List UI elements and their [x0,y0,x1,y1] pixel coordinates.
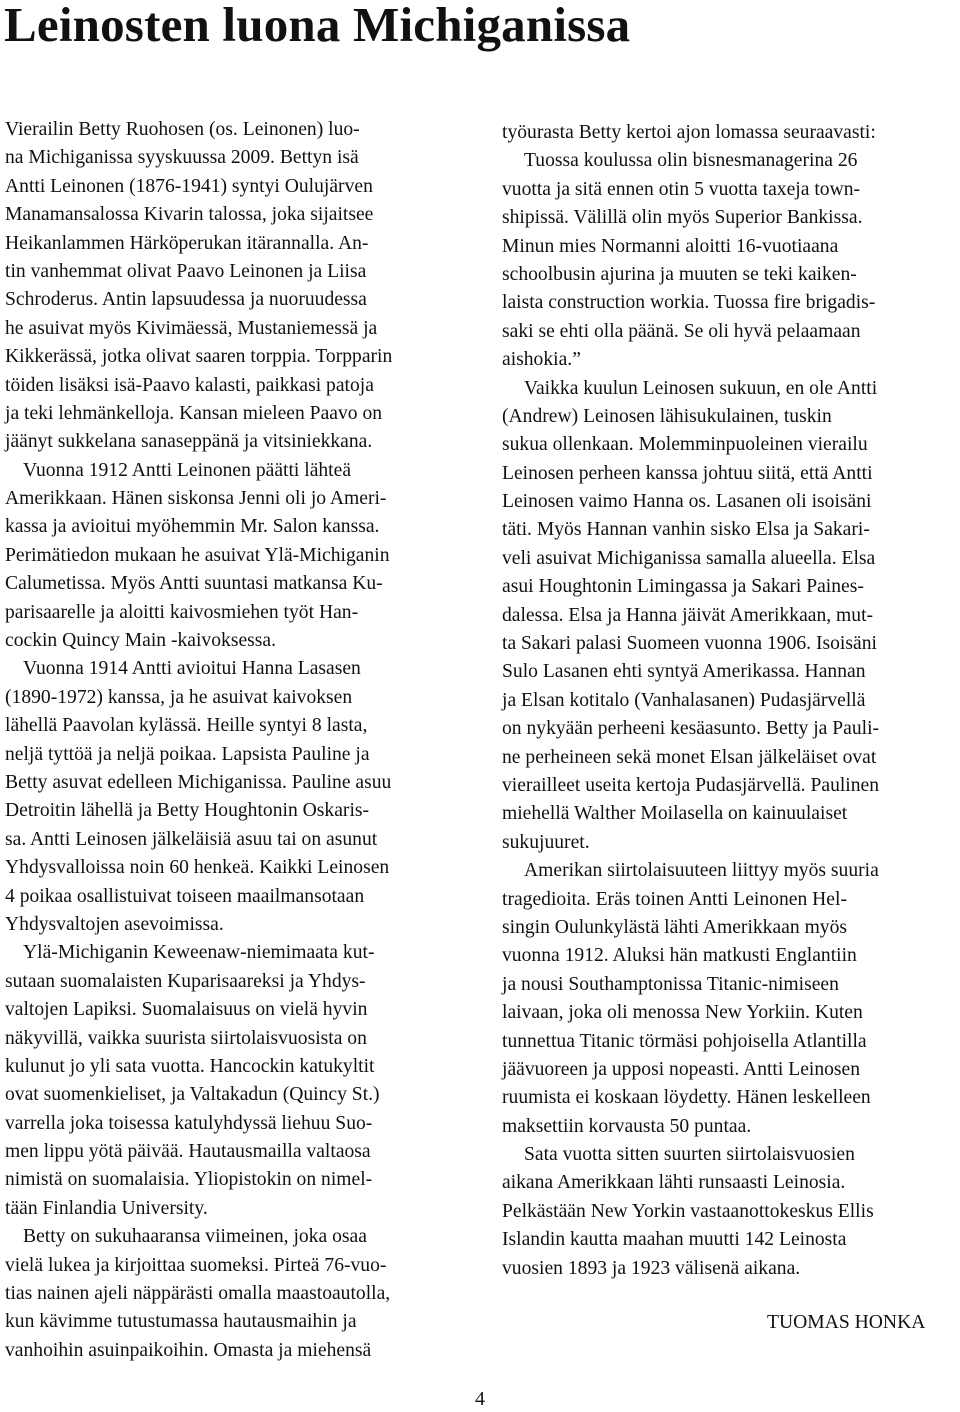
text-line: täti. Myös Hannan vanhin sisko Elsa ja Sakari- [502,519,870,541]
author-signature: TUOMAS HONKA [767,1312,926,1333]
text-line: sutaan suomalaisten Kuparisaareksi ja Yhdys- [5,970,366,992]
text-line: Calumetissa. Myös Antti suuntasi matkansa Ku- [5,573,383,595]
text-line: veli asuivat Michiganissa samalla alueella. Elsa [502,547,876,569]
text-line: Sulo Lasanen ehti syntyä Amerikassa. Hannan [502,661,866,683]
text-line: kun kävimme tutustumassa hautausmaihin ja [5,1311,357,1333]
text-line: töiden lisäksi isä-Paavo kalasti, paikkasi patoja [5,374,374,396]
text-line: Ylä-Michiganin Keweenaw-niemimaata kut- [23,942,375,964]
text-line: dalessa. Elsa ja Hanna jäivät Amerikkaan, mut- [502,604,874,626]
text-line: vanhoihin asuinpaikoihin. Omasta ja miehensä [5,1339,372,1361]
text-line: aikana Amerikkaan lähti runsaasti Leinosia. [502,1172,846,1194]
text-line: varrella joka toisessa katulyhdyssä liehuu Suo- [5,1112,373,1134]
text-line: tin vanhemmat olivat Paavo Leinonen ja Liisa [5,260,367,282]
text-line: Perimätiedon mukaan he asuivat Ylä-Michiganin [5,544,390,566]
text-line: Pelkästään New Yorkin vastaanottokeskus Ellis [502,1200,874,1222]
text-line: tias nainen ajeli näppärästi omalla maastoautolla, [5,1283,391,1305]
text-line: saki se ehti olla päänä. Se oli hyvä pelaamaan [502,320,861,342]
text-line: vuosien 1893 ja 1923 välisenä aikana. [502,1257,801,1279]
text-line: Heikanlammen Härköperukan itärannalla. An- [5,232,369,254]
text-line: miehellä Walther Moilasella on kainuulaiset [502,803,848,825]
text-line: aishokia.” [502,349,581,371]
text-line: Minun mies Normanni aloitti 16-vuotiaana [502,235,839,257]
text-line: Sata vuotta sitten suurten siirtolaisvuosien [524,1144,855,1166]
text-line: lähellä Paavolan kylässä. Heille syntyi 8 lasta, [5,715,368,737]
text-line: jäävuoreen ja upposi nopeasti. Antti Leinosen [502,1058,861,1080]
text-line: ja Elsan kotitalo (Vanhalasanen) Pudasjärvellä [502,689,866,711]
text-line: Islandin kautta maahan muutti 142 Leinosta [502,1229,847,1251]
text-line: na Michiganissa syyskuussa 2009. Bettyn isä [5,147,359,169]
text-line: ne perheineen sekä monet Elsan jälkeläiset ovat [502,746,877,768]
text-line: Yhdysvalloissa noin 60 henkeä. Kaikki Leinosen [5,857,390,879]
text-line: on nykyään perheeni kesäasunto. Betty ja Pauli- [502,718,880,740]
text-line: Amerikan siirtolaisuuteen liittyy myös suuria [524,860,879,882]
text-line: shipissä. Välillä olin myös Superior Bankissa. [502,207,863,229]
text-line: vuonna 1912. Aluksi hän matkusti Englantiin [502,945,857,967]
text-line: (1890-1972) kanssa, ja he asuivat kaivoksen [5,686,353,708]
text-line: ta Sakari palasi Suomeen vuonna 1906. Isoisäni [502,633,877,655]
text-line: Vuonna 1914 Antti avioitui Hanna Lasasen [23,658,361,680]
text-line: näkyvillä, vaikka suurista siirtolaisvuosista on [5,1027,367,1049]
text-line: Vaikka kuulun Leinosen sukuun, en ole Antti [524,377,878,399]
text-line: laista construction workia. Tuossa fire brigadis- [502,292,876,314]
text-line: työurasta Betty kertoi ajon lomassa seuraavasti: [502,122,876,143]
text-line: tragedioita. Eräs toinen Antti Leinonen Hel- [502,888,847,910]
text-line: valtojen Lapiksi. Suomalaisuus on vielä hyvin [5,999,368,1021]
text-line: vuotta ja sitä ennen otin 5 vuotta taxeja town- [502,178,861,200]
article-title: Leinosten luona Michiganissa [4,0,631,52]
text-line: neljä tyttöä ja neljä poikaa. Lapsista Pauline ja [5,743,370,765]
text-line: Schroderus. Antin lapsuudessa ja nuoruudessa [5,289,367,311]
text-line: men lippu yötä päivää. Hautausmailla valtaosa [5,1141,371,1163]
text-line: sukua ollenkaan. Molemminpuoleinen vierailu [502,434,868,456]
text-line: ja nousi Southamptonissa Titanic-nimiseen [502,973,839,995]
text-line: vielä lukea ja kirjoittaa suomeksi. Pirteä 76-vuo- [5,1254,387,1276]
text-line: cockin Quincy Main -kaivoksessa. [5,630,276,652]
text-line: Manamansalossa Kivarin talossa, joka sijaitsee [5,204,374,226]
text-line: Kikkerässä, jotka olivat saaren torppia. Torpparin [5,346,393,368]
text-line: asui Houghtonin Limingassa ja Sakari Paines- [502,576,864,598]
text-line: ruumista ei koskaan löydetty. Hänen leskelleen [502,1087,871,1109]
text-line: laivaan, joka oli menossa New Yorkiin. Kuten [502,1002,863,1024]
text-line: Betty asuvat edelleen Michiganissa. Pauline asuu [5,771,392,793]
text-line: Antti Leinonen (1876-1941) syntyi Oulujärven [5,175,373,197]
text-line: Vierailin Betty Ruohosen (os. Leinonen) luo- [5,119,360,140]
text-line: parisaarelle ja aloitti kaivosmiehen työt Han- [5,601,359,623]
text-line: nimistä on suomalaisia. Yliopistokin on nimel- [5,1169,373,1191]
text-line: Leinosen vaimo Hanna os. Lasanen oli isoisäni [502,491,872,513]
text-line: tunnettua Titanic törmäsi pohjoisella Atlantilla [502,1030,867,1052]
text-line: Leinosen perheen kanssa johtuu siitä, että Antti [502,462,873,484]
text-line: Amerikkaan. Hänen siskonsa Jenni oli jo Ameri- [5,488,387,510]
text-line: ovat suomenkieliset, ja Valtakadun (Quincy St.) [5,1084,380,1106]
text-line: jäänyt sukkelana sanaseppänä ja vitsiniekkana. [5,431,373,453]
text-line: (Andrew) Leinosen lähisukulainen, tuskin [502,405,832,427]
text-line: Betty on sukuhaaransa viimeinen, joka osaa [23,1226,367,1248]
text-line: kassa ja avioitui myöhemmin Mr. Salon kanssa. [5,516,380,538]
text-line: schoolbusin ajurina ja muuten se teki kaiken- [502,263,857,285]
text-line: Detroitin lähellä ja Betty Houghtonin Oskaris- [5,800,370,822]
text-line: singin Oulunkylästä lähti Amerikkaan myös [502,916,848,938]
text-line: ja teki lehmänkelloja. Kansan mieleen Paavo on [5,402,383,424]
text-line: Yhdysvaltojen asevoimissa. [5,913,224,935]
text-line: Vuonna 1912 Antti Leinonen päätti lähteä [23,459,352,481]
text-line: he asuivat myös Kivimäessä, Mustaniemessä ja [5,317,378,339]
text-line: 4 poikaa osallistuivat toiseen maailmansotaan [5,885,365,907]
text-line: vierailleet useita kertoja Pudasjärvellä. Paulinen [502,774,880,796]
text-line: sa. Antti Leinosen jälkeläisiä asuu tai on asunut [5,828,378,850]
text-line: tään Finlandia University. [5,1197,208,1219]
page-number: 4 [475,1388,485,1410]
text-line: sukujuuret. [502,831,590,853]
left-text-column [5,116,453,1365]
text-line: maksettiin korvausta 50 puntaa. [502,1115,752,1137]
text-line: Tuossa koulussa olin bisnesmanagerina 26 [524,150,858,172]
text-line: kulunut jo yli sata vuotta. Hancockin katukyltit [5,1055,375,1077]
right-text-column [502,119,960,1283]
